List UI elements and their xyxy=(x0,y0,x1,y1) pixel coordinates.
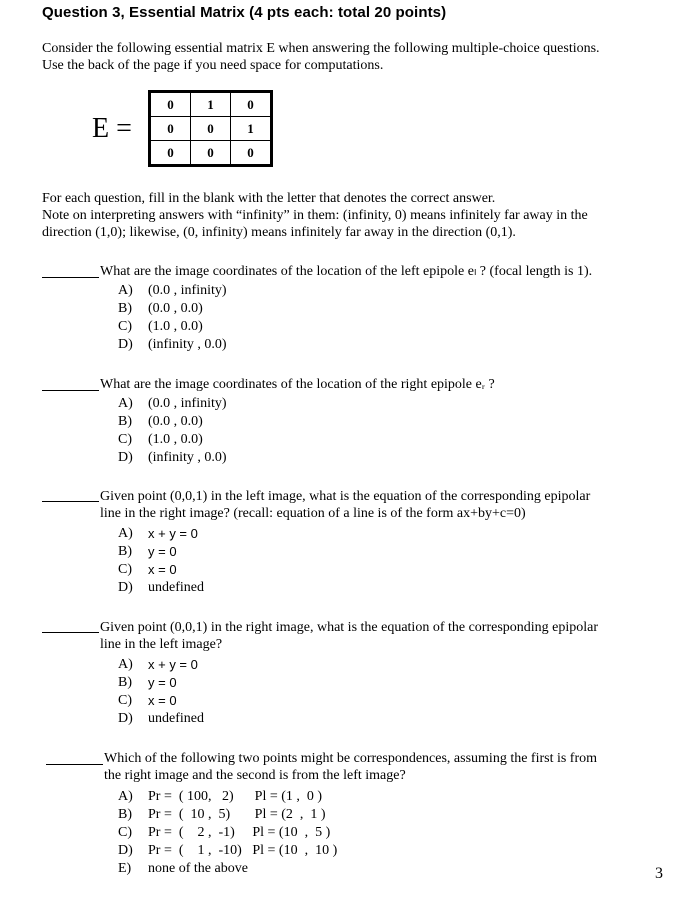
question-stem xyxy=(100,619,598,653)
option: B) (0.0 , 0.0) xyxy=(118,301,203,316)
stem-line: Which of the following two points might be correspondences, assuming the first is from xyxy=(104,751,598,766)
option: B) y = 0 xyxy=(118,675,177,690)
option: B) Pr = ( 10 , 5) Pl = (2 , 1 ) xyxy=(118,807,326,822)
page-number: 3 xyxy=(655,865,663,882)
matrix-cell: 1 xyxy=(231,117,272,141)
matrix-cell: 0 xyxy=(231,141,272,166)
intro-line: Use the back of the page if you need space for computations. xyxy=(42,58,384,73)
matrix-cell: 0 xyxy=(191,117,231,141)
instruction-line: direction (1,0); likewise, (0, infinity) means infinitely far away in the direction (0,1). xyxy=(42,225,516,240)
option: C) x = 0 xyxy=(118,562,177,577)
stem-line: the right image and the second is from the left image? xyxy=(104,768,406,783)
option: C) x = 0 xyxy=(118,693,177,708)
intro-line: Consider the following essential matrix E when answering the following multiple-choice questions. xyxy=(42,41,600,56)
answer-blank[interactable] xyxy=(42,632,99,633)
stem-line: Given point (0,0,1) in the right image, what is the equation of the corresponding epipolar xyxy=(100,620,599,635)
intro-text xyxy=(42,40,682,74)
option: C) Pr = ( 2 , -1) Pl = (10 , 5 ) xyxy=(118,825,331,840)
option: C) (1.0 , 0.0) xyxy=(118,319,203,334)
stem-line: What are the image coordinates of the location of the right epipole eᵣ ? xyxy=(100,377,495,392)
question-stem xyxy=(100,263,592,280)
matrix-cell: 0 xyxy=(191,141,231,166)
stem-line: What are the image coordinates of the location of the left epipole eₗ ? (focal length is 1). xyxy=(100,264,593,279)
option: C) (1.0 , 0.0) xyxy=(118,432,203,447)
stem-line: Given point (0,0,1) in the left image, what is the equation of the corresponding epipolar xyxy=(100,489,591,504)
option: D) undefined xyxy=(118,580,204,595)
matrix-label: E = xyxy=(92,113,132,144)
stem-line: line in the right image? (recall: equation of a line is of the form ax+by+c=0) xyxy=(100,506,526,521)
question-stem xyxy=(104,750,597,784)
answer-blank[interactable] xyxy=(46,764,103,765)
matrix-cell: 1 xyxy=(191,92,231,117)
option: D) Pr = ( 1 , -10) Pl = (10 , 10 ) xyxy=(118,843,338,858)
option-list xyxy=(118,656,204,728)
matrix-cell: 0 xyxy=(150,141,191,166)
matrix-cell: 0 xyxy=(231,92,272,117)
essential-matrix xyxy=(148,90,273,167)
matrix-row xyxy=(150,117,272,141)
option-list xyxy=(118,788,337,878)
question-stem xyxy=(100,376,495,393)
option: A) (0.0 , infinity) xyxy=(118,283,227,298)
matrix-row xyxy=(150,141,272,166)
option: D) (infinity , 0.0) xyxy=(118,450,227,465)
option-list xyxy=(118,282,227,354)
option: B) y = 0 xyxy=(118,544,177,559)
instructions xyxy=(42,190,682,241)
option: D) (infinity , 0.0) xyxy=(118,337,227,352)
answer-blank[interactable] xyxy=(42,390,99,391)
question-stem xyxy=(100,488,590,522)
option: A) (0.0 , infinity) xyxy=(118,396,227,411)
question-title: Question 3, Essential Matrix (4 pts each: total 20 points) xyxy=(42,4,447,21)
option: A) x + y = 0 xyxy=(118,526,198,541)
instruction-line: Note on interpreting answers with “infinity” in them: (infinity, 0) means infinitely far away in the xyxy=(42,208,588,223)
instruction-line: For each question, fill in the blank with the letter that denotes the correct answer. xyxy=(42,191,496,206)
option: B) (0.0 , 0.0) xyxy=(118,414,203,429)
option-list xyxy=(118,525,204,597)
matrix-cell: 0 xyxy=(150,117,191,141)
option: A) Pr = ( 100, 2) Pl = (1 , 0 ) xyxy=(118,789,323,804)
stem-line: line in the left image? xyxy=(100,637,223,652)
option-list xyxy=(118,395,227,467)
matrix-row xyxy=(150,92,272,117)
option: D) undefined xyxy=(118,711,204,726)
matrix-cell: 0 xyxy=(150,92,191,117)
option: E) none of the above xyxy=(118,861,248,876)
option: A) x + y = 0 xyxy=(118,657,198,672)
answer-blank[interactable] xyxy=(42,501,99,502)
answer-blank[interactable] xyxy=(42,277,99,278)
